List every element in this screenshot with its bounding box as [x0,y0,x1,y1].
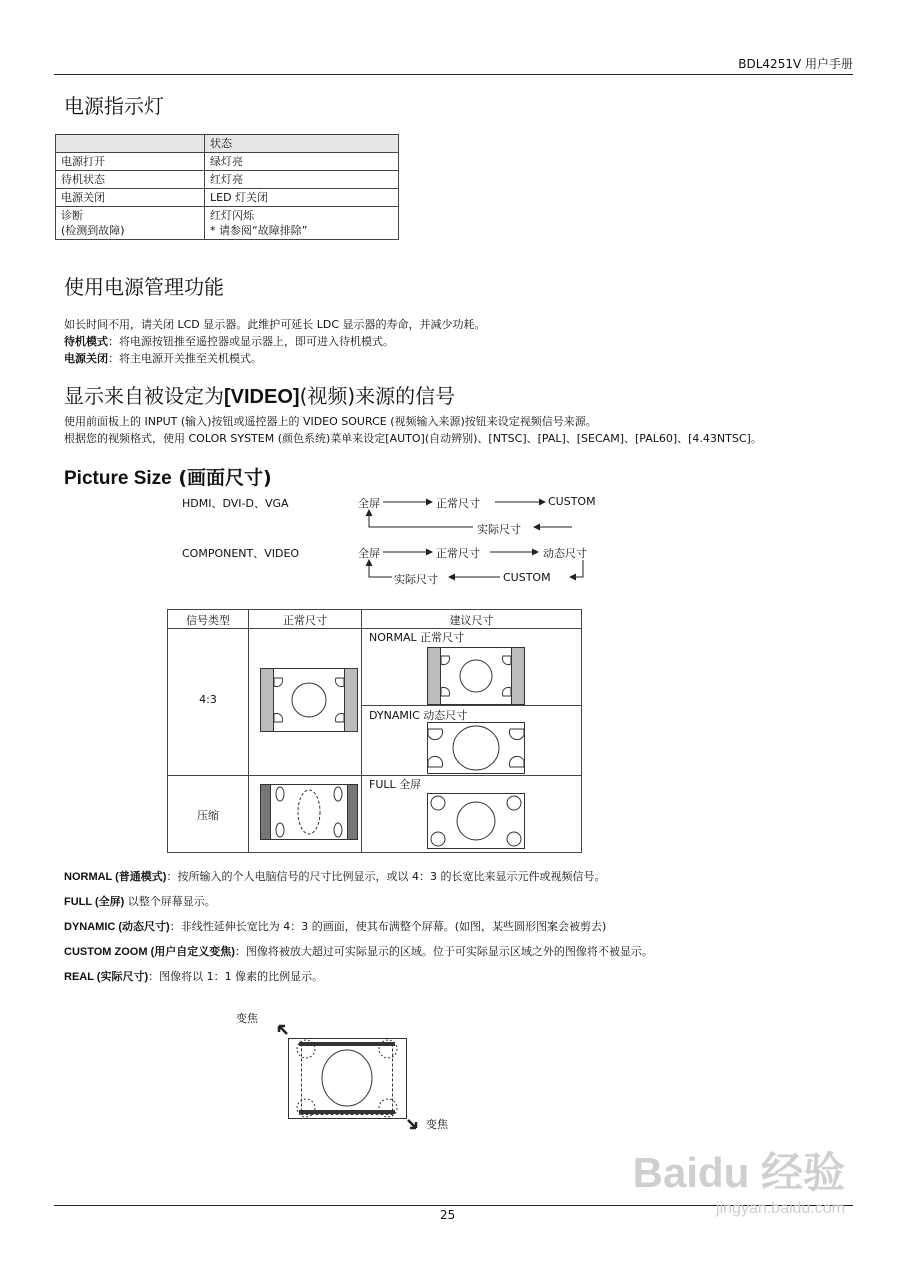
flow1-node-b: 正常尺寸 [436,497,480,510]
page-number: 25 [440,1208,456,1222]
status-cell: 红灯亮 [205,171,399,189]
def-text: ：按所输入的个人电脑信号的尺寸比例显示，或以 4：3 的长宽比来显示元件或视频信号。 [166,870,606,883]
custom-zoom-diagram [270,1020,420,1130]
status-cell: LED 灯关闭 [205,189,399,207]
flow2-arrow-da [369,560,392,577]
flow1-node-a: 全屏 [358,497,380,510]
normal-43-image [260,668,358,732]
def-term: CUSTOM ZOOM (用户自定义变焦) [64,946,235,958]
zoom-label-top: 变焦 [236,1012,258,1025]
baidu-watermark [633,1140,845,1218]
def-text: ：图像将被放大超过可实际显示的区域。位于可实际显示区域之外的图像将不被显示。 [234,945,653,958]
status-table [55,134,399,240]
zoom-label-bottom: 变焦 [426,1118,448,1131]
def-normal [64,868,864,893]
picture-size-title-rest: (画面尺寸) [171,467,272,489]
status-header-empty [56,135,205,153]
row-label-compressed: 压缩 [197,809,219,822]
picture-size-title-bold: Picture Size [64,468,172,489]
def-text: ：图像将以 1：1 像素的比例显示。 [148,970,324,983]
def-term: REAL (实际尺寸) [64,971,149,983]
picture-size-title [64,463,272,490]
video-source-title [64,380,455,409]
flow2-node-d: 实际尺寸 [394,573,438,586]
pm-paragraph-3 [64,350,854,367]
table-header-suggested: 建议尺寸 [449,614,494,627]
manual-title: BDL4251V 用户手册 [738,57,853,71]
status-cell: 诊断 [61,209,83,222]
power-off-label: 电源关闭 [64,352,108,365]
def-text: ：非线性延伸长宽比为 4：3 的画面，使其布满整个屏幕。(如图，某些圆形图案会被剪去) [169,920,607,933]
flow1-arrow-da [369,510,473,527]
def-term: FULL (全屏) [64,896,125,908]
video-title-pre: 显示来自被设定为 [64,384,224,408]
pm-paragraph-2 [64,333,854,350]
def-term: DYNAMIC (动态尺寸) [64,921,170,933]
table-header-normal: 正常尺寸 [283,614,327,627]
standby-text: ：将电源按钮推至遥控器或显示器上，即可进入待机模式。 [108,335,394,348]
video-title-post: (视频)来源的信号 [299,384,456,408]
table-line [361,705,581,706]
flow2-source: COMPONENT、VIDEO [182,547,300,560]
compressed-normal-image [260,784,358,840]
status-cell: 待机状态 [56,171,205,189]
def-real [64,968,864,993]
power-management-title: 使用电源管理功能 [64,275,224,299]
status-cell: 绿灯亮 [205,153,399,171]
status-cell: 红灯闪烁 [210,209,254,222]
video-source-text [64,413,864,447]
table-header-signal: 信号类型 [186,614,230,627]
dynamic-caption: DYNAMIC 动态尺寸 [369,709,468,722]
flow1-source: HDMI、DVI-D、VGA [182,497,289,510]
suggested-full-image [427,793,525,849]
video-title-bold: [VIDEO] [224,386,300,408]
flow2-node-c: 动态尺寸 [543,547,587,560]
watermark-url: jingyan.baidu.com [716,1200,845,1217]
header-rule [54,74,853,75]
standby-label: 待机模式 [64,335,108,348]
power-management-text [64,316,854,367]
status-cell-diagnosis-state [205,207,399,240]
power-indicator-title: 电源指示灯 [64,94,164,118]
picture-size-definitions [64,868,864,993]
suggested-normal-image [427,647,525,705]
video-paragraph-2: 根据您的视频格式，使用 COLOR SYSTEM (颜色系统)菜单来设定[AUTO](自动辨别)、[NTSC]、[PAL]、[SECAM]、[PAL60]、[4.43NTSC]。 [64,432,762,445]
flow2-node-e: CUSTOM [503,571,551,584]
suggested-dynamic-image [427,722,525,774]
status-cell: * 请参阅“故障排除” [210,224,308,237]
table-line [361,610,362,852]
flow2-arrow-ce [570,560,583,577]
pm-paragraph-1: 如长时间不用，请关闭 LCD 显示器。此维护可延长 LDC 显示器的寿命，并减少功耗。 [64,318,486,331]
def-full [64,893,864,918]
def-text: 以整个屏幕显示。 [124,895,216,908]
status-cell-diagnosis [56,207,205,240]
normal-caption: NORMAL 正常尺寸 [369,631,465,644]
flow-arrows [350,490,610,590]
status-header-state: 状态 [205,135,399,153]
video-paragraph-1: 使用前面板上的 INPUT (输入)按钮或遥控器上的 VIDEO SOURCE (视频输入来源)按钮来设定视频信号来源。 [64,415,597,428]
def-term: NORMAL (普通模式) [64,871,167,883]
flow1-node-c: CUSTOM [548,495,596,508]
flow2-node-b: 正常尺寸 [436,547,480,560]
flow1-node-d: 实际尺寸 [477,523,521,536]
def-custom-zoom [64,943,864,968]
row-label-43: 4:3 [199,693,217,706]
full-caption: FULL 全屏 [369,778,422,791]
watermark-brand: Baidu 经验 [632,1149,845,1196]
status-cell: 电源关闭 [56,189,205,207]
table-line [248,610,249,852]
def-dynamic [64,918,864,943]
status-cell: 电源打开 [56,153,205,171]
status-cell: (检测到故障) [61,224,125,237]
power-off-text: ：将主电源开关推至关机模式。 [108,352,262,365]
zoom-out-arrow-icon [279,1026,287,1034]
picture-size-table [167,609,582,853]
flow2-node-a: 全屏 [358,547,380,560]
zoom-in-arrow-icon [408,1120,416,1128]
